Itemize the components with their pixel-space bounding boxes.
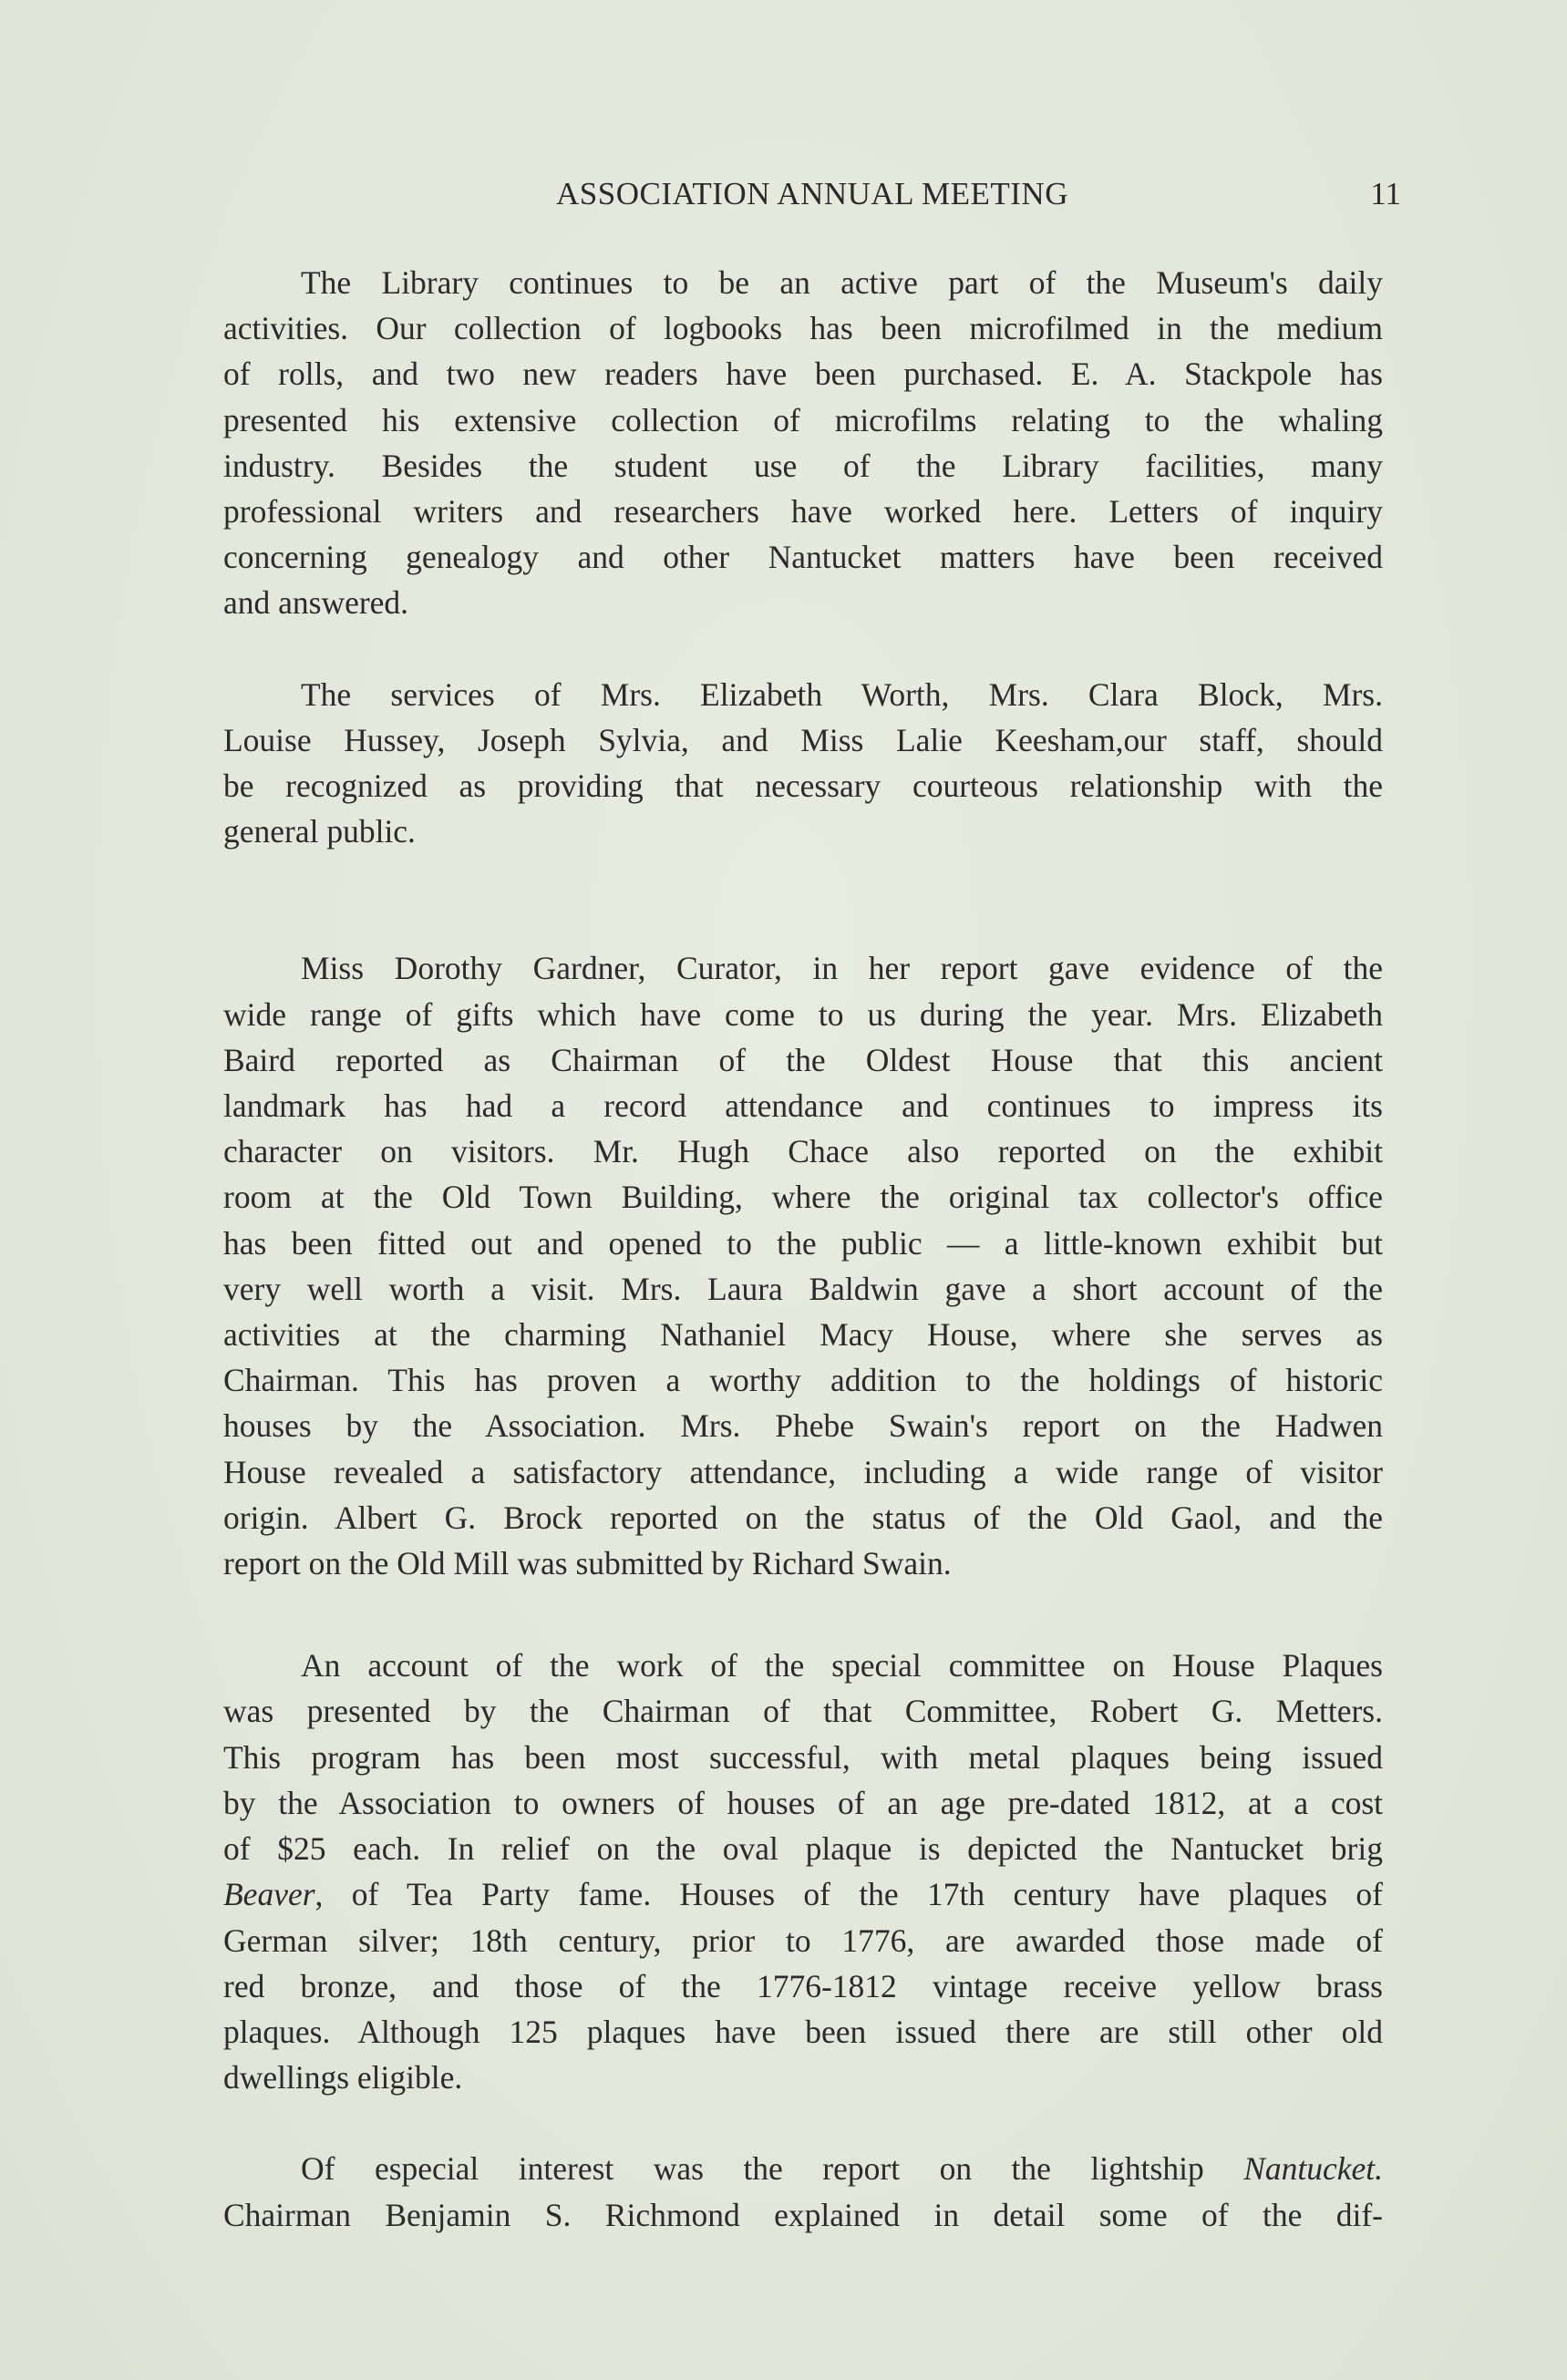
text-line: room at the Old Town Building, where the original tax collector's office <box>223 1179 1383 1216</box>
text-line: plaques. Although 125 plaques have been issued there are still other old <box>223 2013 1383 2050</box>
text-line: Baird reported as Chairman of the Oldest House that this ancient <box>223 1041 1383 1078</box>
running-head: ASSOCIATION ANNUAL MEETING <box>556 176 1068 211</box>
paragraph-curator-report <box>223 945 1383 1586</box>
page-header <box>223 171 1401 217</box>
italic-nantucket: Nantucket. <box>1243 2150 1383 2188</box>
text-line: This program has been most successful, with metal plaques being issued <box>223 1738 1383 1776</box>
text-line: red bronze, and those of the 1776-1812 vintage receive yellow brass <box>223 1967 1383 2004</box>
text-line: origin. Albert G. Brock reported on the status of the Old Gaol, and the <box>223 1499 1383 1536</box>
text-line: by the Association to owners of houses of an age pre-dated 1812, at a cost <box>223 1784 1383 1821</box>
text-line: The Library continues to be an active part of the Museum's daily <box>301 264 1383 301</box>
text-line: Chairman. This has proven a worthy addition to the holdings of historic <box>223 1362 1383 1399</box>
text-line: German silver; 18th century, prior to 1776, are awarded those made of <box>223 1922 1383 1959</box>
text-line: very well worth a visit. Mrs. Laura Baldwin gave a short account of the <box>223 1270 1383 1307</box>
text-line: wide range of gifts which have come to us during the year. Mrs. Elizabeth <box>223 995 1383 1033</box>
text-line: dwellings eligible. <box>223 2059 463 2097</box>
italic-beaver: Beaver <box>223 1876 315 1913</box>
text-line: House revealed a satisfactory attendance, including a wide range of visitor <box>223 1453 1383 1490</box>
text-line: character on visitors. Mr. Hugh Chace also reported on the exhibit <box>223 1133 1383 1170</box>
paragraph-house-plaques <box>223 1643 1383 2100</box>
page-number: 11 <box>1370 176 1401 211</box>
text-line: presented his extensive collection of microfilms relating to the whaling <box>223 401 1383 438</box>
text-line: The services of Mrs. Elizabeth Worth, Mrs. Clara Block, Mrs. <box>301 675 1383 713</box>
text-line: activities. Our collection of logbooks has been microfilmed in the medium <box>223 310 1383 347</box>
text-line: be recognized as providing that necessary courteous relationship with the <box>223 768 1383 805</box>
text-line: activities at the charming Nathaniel Macy House, where she serves as <box>223 1316 1383 1354</box>
body-text <box>223 260 1383 2238</box>
text-line: of rolls, and two new readers have been purchased. E. A. Stackpole has <box>223 355 1383 393</box>
text-line: Miss Dorothy Gardner, Curator, in her report gave evidence of the <box>301 950 1383 987</box>
text-fragment: , of Tea Party fame. Houses of the 17th century have plaques of <box>314 1876 1383 1913</box>
text-line: professional writers and researchers have worked here. Letters of inquiry <box>223 493 1383 531</box>
text-line: report on the Old Mill was submitted by Richard Swain. <box>223 1545 952 1582</box>
text-line: landmark has had a record attendance and continues to impress its <box>223 1087 1383 1125</box>
text-line: concerning genealogy and other Nantucket matters have been received <box>223 539 1383 576</box>
text-line: and answered. <box>223 584 409 622</box>
text-line: Louise Hussey, Joseph Sylvia, and Miss Lalie Keesham,our staff, should <box>223 721 1383 758</box>
text-line: general public. <box>223 813 416 850</box>
text-line-nantucket <box>223 2146 1383 2191</box>
text-line-beaver <box>223 1871 1383 1917</box>
text-line: industry. Besides the student use of the Library facilities, many <box>223 447 1383 484</box>
text-line: was presented by the Chairman of that Committee, Robert G. Metters. <box>223 1693 1383 1730</box>
text-line: An account of the work of the special committee on House Plaques <box>301 1647 1383 1685</box>
paragraph-staff <box>223 672 1383 855</box>
paragraph-lightship <box>223 2146 1383 2237</box>
text-fragment: Of especial interest was the report on the lightship <box>301 2150 1244 2188</box>
text-line: of $25 each. In relief on the oval plaque is depicted the Nantucket brig <box>223 1830 1383 1868</box>
text-line: Chairman Benjamin S. Richmond explained in detail some of the dif- <box>223 2196 1383 2233</box>
text-line: houses by the Association. Mrs. Phebe Swain's report on the Hadwen <box>223 1407 1383 1445</box>
paragraph-library <box>223 260 1383 626</box>
text-line: has been fitted out and opened to the public — a little-known exhibit but <box>223 1224 1383 1262</box>
